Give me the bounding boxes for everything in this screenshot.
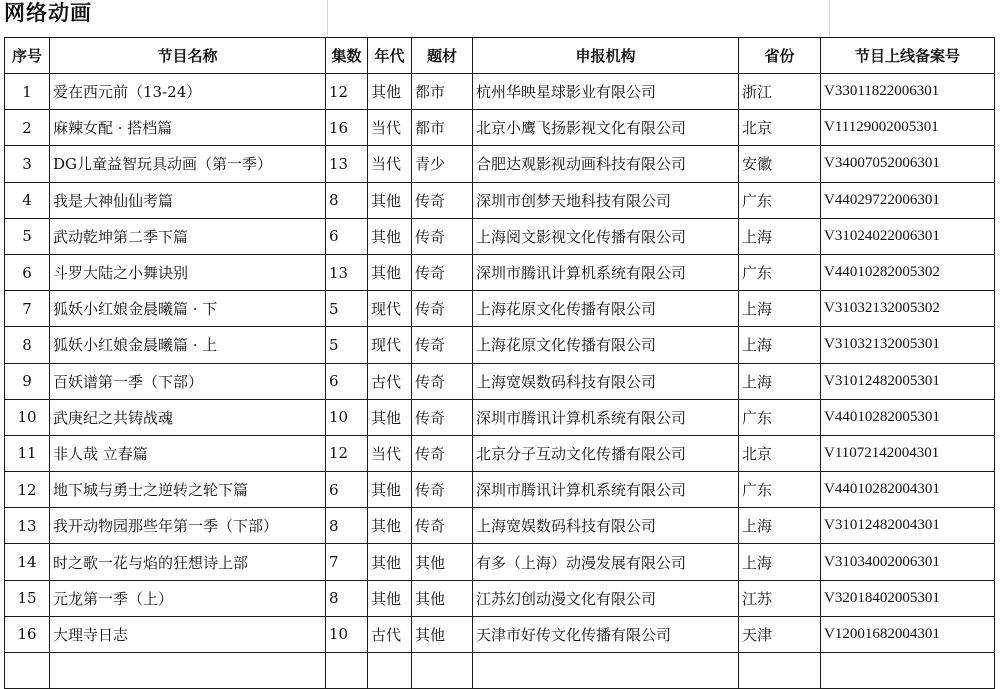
col-genre-cell: 其他 (412, 616, 473, 652)
col-province-cell: 北京 (739, 110, 821, 146)
col-episodes-cell: 6 (326, 363, 368, 399)
col-organization-cell: 上海花原文化传播有限公司 (473, 291, 739, 327)
col-number-cell: 15 (5, 580, 50, 616)
col-program-name-cell: 武动乾坤第二季下篇 (50, 218, 326, 254)
col-genre-cell: 传奇 (412, 291, 473, 327)
col-number-cell: 3 (5, 146, 50, 182)
col-record-number-cell: V11129002005301 (821, 110, 995, 146)
col-record-number-cell: V34007052006301 (821, 146, 995, 182)
col-number-cell: 14 (5, 544, 50, 580)
col-organization-cell: 上海花原文化传播有限公司 (473, 327, 739, 363)
col-genre-cell: 传奇 (412, 327, 473, 363)
table-row (5, 363, 995, 399)
col-genre-cell: 青少 (412, 146, 473, 182)
table-row (5, 254, 995, 290)
col-genre-cell: 传奇 (412, 254, 473, 290)
col-program-name-cell: 武庚纪之共铸战魂 (50, 399, 326, 435)
col-genre-cell: 传奇 (412, 363, 473, 399)
col-province-cell: 上海 (739, 218, 821, 254)
col-episodes-cell: 13 (326, 146, 368, 182)
col-episodes-cell: 10 (326, 399, 368, 435)
col-number-cell: 9 (5, 363, 50, 399)
col-organization-cell: 深圳市腾讯计算机系统有限公司 (473, 399, 739, 435)
col-organization-cell: 江苏幻创动漫文化有限公司 (473, 580, 739, 616)
col-number-cell: 8 (5, 327, 50, 363)
col-record-number-header: 节目上线备案号 (821, 38, 995, 74)
col-number-cell: 10 (5, 399, 50, 435)
animation-table (4, 37, 995, 689)
col-era-cell: 古代 (368, 363, 412, 399)
col-record-number-cell: V31032132005302 (821, 291, 995, 327)
col-episodes-header: 集数 (326, 38, 368, 74)
col-episodes-cell: 10 (326, 616, 368, 652)
col-era-cell: 当代 (368, 146, 412, 182)
col-province-cell: 浙江 (739, 74, 821, 110)
col-program-name-cell: 元龙第一季（上） (50, 580, 326, 616)
table-row (5, 399, 995, 435)
col-program-name-cell: 爱在西元前（13-24） (50, 74, 326, 110)
col-episodes-cell: 6 (326, 218, 368, 254)
col-episodes-cell: 8 (326, 182, 368, 218)
table-row (5, 327, 995, 363)
table-row (5, 218, 995, 254)
col-program-name-cell: 斗罗大陆之小舞诀别 (50, 254, 326, 290)
col-number-cell: 16 (5, 616, 50, 652)
col-record-number-cell (821, 653, 995, 689)
col-record-number-cell: V12001682004301 (821, 616, 995, 652)
col-episodes-cell (326, 653, 368, 689)
col-number-cell: 12 (5, 472, 50, 508)
col-organization-cell: 天津市好传文化传播有限公司 (473, 616, 739, 652)
col-era-cell: 古代 (368, 616, 412, 652)
col-era-cell: 现代 (368, 291, 412, 327)
col-era-header: 年代 (368, 38, 412, 74)
col-number-cell: 11 (5, 435, 50, 471)
table-row (5, 110, 995, 146)
grid-line (327, 0, 328, 37)
col-record-number-cell: V11072142004301 (821, 435, 995, 471)
col-province-cell: 安徽 (739, 146, 821, 182)
col-episodes-cell: 5 (326, 327, 368, 363)
table-row (5, 74, 995, 110)
col-era-cell: 其他 (368, 544, 412, 580)
col-episodes-cell: 16 (326, 110, 368, 146)
col-number-cell: 13 (5, 508, 50, 544)
col-program-name-header: 节目名称 (50, 38, 326, 74)
col-era-cell: 当代 (368, 110, 412, 146)
col-genre-cell (412, 653, 473, 689)
col-province-cell: 广东 (739, 472, 821, 508)
col-era-cell: 其他 (368, 74, 412, 110)
col-genre-cell: 传奇 (412, 399, 473, 435)
col-province-cell: 广东 (739, 399, 821, 435)
col-genre-header: 题材 (412, 38, 473, 74)
col-province-cell: 江苏 (739, 580, 821, 616)
col-episodes-cell: 5 (326, 291, 368, 327)
table-row (5, 182, 995, 218)
col-episodes-cell: 12 (326, 435, 368, 471)
col-era-cell: 现代 (368, 327, 412, 363)
col-episodes-cell: 8 (326, 508, 368, 544)
col-genre-cell: 其他 (412, 544, 473, 580)
col-episodes-cell: 12 (326, 74, 368, 110)
col-organization-header: 申报机构 (473, 38, 739, 74)
col-episodes-cell: 8 (326, 580, 368, 616)
col-province-cell: 广东 (739, 182, 821, 218)
col-era-cell (368, 653, 412, 689)
col-organization-cell: 有多（上海）动漫发展有限公司 (473, 544, 739, 580)
table-row (5, 472, 995, 508)
col-organization-cell: 深圳市创梦天地科技有限公司 (473, 182, 739, 218)
col-era-cell: 其他 (368, 399, 412, 435)
col-record-number-cell: V31012482005301 (821, 363, 995, 399)
table-row (5, 146, 995, 182)
col-program-name-cell: 我开动物园那些年第一季（下部） (50, 508, 326, 544)
col-program-name-cell: 地下城与勇士之逆转之轮下篇 (50, 472, 326, 508)
col-record-number-cell: V44029722006301 (821, 182, 995, 218)
col-genre-cell: 都市 (412, 110, 473, 146)
col-program-name-cell: 麻辣女配 · 搭档篇 (50, 110, 326, 146)
col-program-name-cell: 非人哉 立春篇 (50, 435, 326, 471)
col-record-number-cell: V44010282004301 (821, 472, 995, 508)
col-program-name-cell: DG儿童益智玩具动画（第一季） (50, 146, 326, 182)
header-row (5, 38, 995, 74)
col-program-name-cell: 狐妖小红娘金晨曦篇 · 上 (50, 327, 326, 363)
col-episodes-cell: 7 (326, 544, 368, 580)
col-number-header: 序号 (5, 38, 50, 74)
col-record-number-cell: V31012482004301 (821, 508, 995, 544)
col-genre-cell: 都市 (412, 74, 473, 110)
col-organization-cell: 深圳市腾讯计算机系统有限公司 (473, 472, 739, 508)
table-row (5, 653, 995, 689)
table-row (5, 435, 995, 471)
col-record-number-cell: V44010282005302 (821, 254, 995, 290)
col-program-name-cell: 百妖谱第一季（下部） (50, 363, 326, 399)
col-number-cell (5, 653, 50, 689)
col-province-cell: 上海 (739, 363, 821, 399)
col-episodes-cell: 6 (326, 472, 368, 508)
col-number-cell: 2 (5, 110, 50, 146)
col-province-cell: 天津 (739, 616, 821, 652)
col-record-number-cell: V44010282005301 (821, 399, 995, 435)
col-province-cell: 上海 (739, 291, 821, 327)
col-number-cell: 6 (5, 254, 50, 290)
col-era-cell: 其他 (368, 218, 412, 254)
col-episodes-cell: 13 (326, 254, 368, 290)
col-era-cell: 当代 (368, 435, 412, 471)
col-record-number-cell: V33011822006301 (821, 74, 995, 110)
col-record-number-cell: V32018402005301 (821, 580, 995, 616)
col-genre-cell: 传奇 (412, 218, 473, 254)
col-number-cell: 4 (5, 182, 50, 218)
table-row (5, 508, 995, 544)
table-row (5, 291, 995, 327)
col-organization-cell: 北京小鹰飞扬影视文化有限公司 (473, 110, 739, 146)
grid-line (829, 0, 830, 37)
col-province-cell: 北京 (739, 435, 821, 471)
col-era-cell: 其他 (368, 182, 412, 218)
col-program-name-cell: 狐妖小红娘金晨曦篇 · 下 (50, 291, 326, 327)
col-organization-cell: 上海宽娱数码科技有限公司 (473, 363, 739, 399)
col-province-cell: 上海 (739, 508, 821, 544)
col-province-cell: 上海 (739, 544, 821, 580)
col-program-name-cell: 大理寺日志 (50, 616, 326, 652)
col-organization-cell: 上海阅文影视文化传播有限公司 (473, 218, 739, 254)
col-record-number-cell: V31034002006301 (821, 544, 995, 580)
col-record-number-cell: V31024022006301 (821, 218, 995, 254)
table-body (5, 74, 995, 689)
col-organization-cell: 杭州华映星球影业有限公司 (473, 74, 739, 110)
col-genre-cell: 其他 (412, 580, 473, 616)
col-era-cell: 其他 (368, 508, 412, 544)
col-organization-cell: 合肥达观影视动画科技有限公司 (473, 146, 739, 182)
col-program-name-cell: 时之歌一花与焰的狂想诗上部 (50, 544, 326, 580)
col-genre-cell: 传奇 (412, 508, 473, 544)
col-genre-cell: 传奇 (412, 472, 473, 508)
col-record-number-cell: V31032132005301 (821, 327, 995, 363)
col-program-name-cell: 我是大神仙仙考篇 (50, 182, 326, 218)
col-organization-cell (473, 653, 739, 689)
col-number-cell: 1 (5, 74, 50, 110)
col-organization-cell: 上海宽娱数码科技有限公司 (473, 508, 739, 544)
col-province-cell (739, 653, 821, 689)
col-organization-cell: 北京分子互动文化传播有限公司 (473, 435, 739, 471)
col-era-cell: 其他 (368, 254, 412, 290)
col-genre-cell: 传奇 (412, 182, 473, 218)
table-row (5, 580, 995, 616)
col-province-cell: 上海 (739, 327, 821, 363)
col-number-cell: 5 (5, 218, 50, 254)
col-program-name-cell (50, 653, 326, 689)
col-era-cell: 其他 (368, 472, 412, 508)
col-number-cell: 7 (5, 291, 50, 327)
col-province-header: 省份 (739, 38, 821, 74)
table-row (5, 544, 995, 580)
col-era-cell: 其他 (368, 580, 412, 616)
table-row (5, 616, 995, 652)
col-province-cell: 广东 (739, 254, 821, 290)
page-title: 网络动画 (4, 1, 92, 25)
col-organization-cell: 深圳市腾讯计算机系统有限公司 (473, 254, 739, 290)
col-genre-cell: 传奇 (412, 435, 473, 471)
